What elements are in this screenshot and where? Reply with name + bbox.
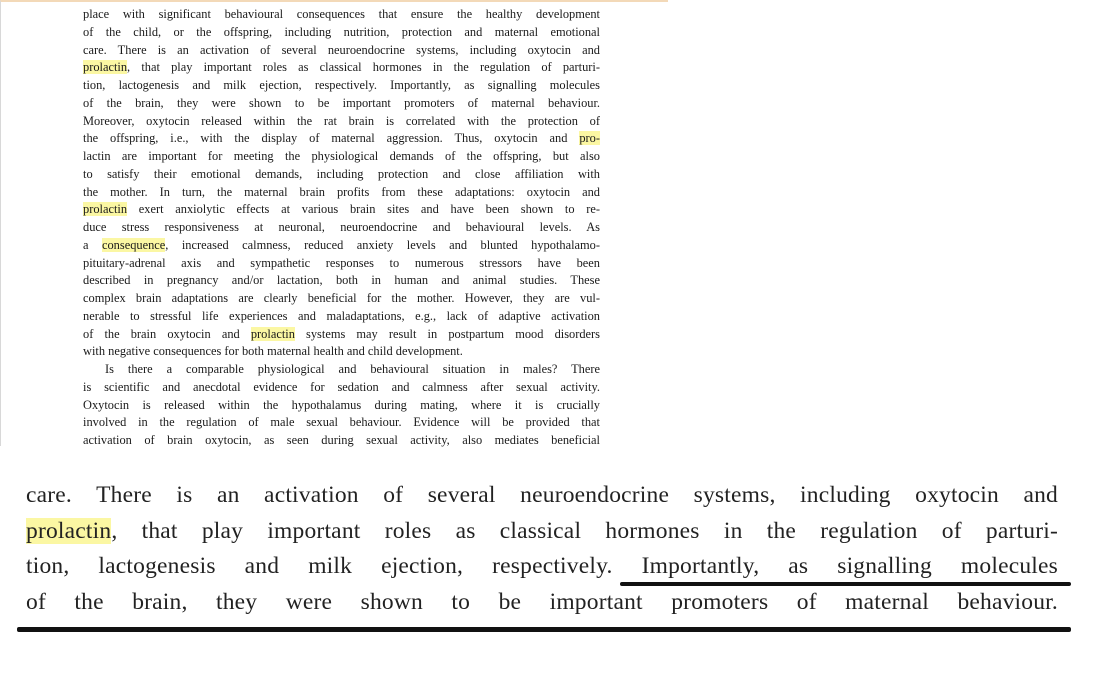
text-run: with negative consequences for both maternal health and child development. — [83, 344, 463, 359]
zoomed-excerpt — [26, 478, 1058, 620]
text-run: care. There is an activation of several neuroendocrine systems, including oxytocin and — [26, 482, 1058, 508]
highlighted-word: prolactin — [250, 326, 295, 341]
text-run: of the child, or the offspring, including nutrition, protection and maternal emotional — [83, 24, 600, 39]
text-line — [83, 59, 600, 77]
highlighted-word: pro- — [579, 131, 600, 146]
text-line — [83, 130, 600, 148]
pen-underline-long — [17, 627, 1071, 632]
pen-underline-short — [620, 582, 1071, 586]
text-run: involved in the regulation of male sexual behaviour. Evidence will be provided that — [83, 415, 600, 430]
text-line — [83, 326, 600, 344]
text-line — [83, 397, 600, 415]
text-line — [83, 255, 600, 273]
text-line — [83, 432, 600, 450]
text-line — [83, 113, 600, 131]
text-run: Oxytocin is released within the hypothalamus during mating, where it is crucially — [83, 397, 600, 412]
text-line — [83, 166, 600, 184]
text-run: of the brain, they were shown to be important promoters of maternal behaviour. — [26, 588, 1058, 615]
highlighted-word: prolactin — [26, 517, 112, 544]
page-text-body — [83, 6, 600, 450]
text-run: tion, lactogenesis and milk ejection, respectively. Importantly, as signalling molecules — [26, 553, 1058, 579]
text-line — [26, 478, 1058, 514]
text-run: lactin are important for meeting the physiological demands of the offspring, but also — [83, 149, 600, 163]
text-run: the mother. In turn, the maternal brain profits from these adaptations: oxytocin and — [83, 184, 600, 199]
text-run: the offspring, i.e., with the display of maternal aggression. Thus, oxytocin and — [83, 131, 580, 146]
text-line — [26, 549, 1058, 585]
text-line — [83, 184, 600, 202]
text-run: , that play important roles as classical hormones in the regulation of parturi- — [127, 60, 600, 75]
text-line — [83, 77, 600, 95]
text-line — [83, 148, 600, 166]
text-run: , that play important roles as classical hormones in the regulation of parturi- — [111, 517, 1058, 544]
text-line — [83, 343, 600, 361]
text-run: care. There is an activation of several neuroendocrine systems, including oxytocin and — [83, 42, 600, 57]
text-run: nerable to stressful life experiences and maladaptations, e.g., lack of adaptive activation — [83, 308, 600, 323]
highlighted-word: prolactin — [83, 60, 128, 75]
text-run: activation of brain oxytocin, as seen during sexual activity, also mediates beneficial — [83, 433, 600, 447]
text-line — [83, 201, 600, 219]
text-line — [83, 414, 600, 432]
text-run: pituitary-adrenal axis and sympathetic responses to numerous stressors have been — [83, 255, 600, 270]
text-line — [83, 308, 600, 326]
text-run: tion, lactogenesis and milk ejection, respectively. Importantly, as signalling molecules — [83, 78, 600, 92]
highlighted-word: consequence — [101, 237, 166, 252]
page-scan — [0, 0, 668, 446]
text-line — [83, 361, 600, 379]
text-run: exert anxiolytic effects at various brain sites and have been shown to re- — [127, 202, 600, 217]
text-run: Moreover, oxytocin released within the rat brain is correlated with the protection of — [83, 113, 600, 128]
text-line — [26, 514, 1058, 550]
text-run: of the brain oxytocin and — [83, 326, 251, 341]
text-run: systems may result in postpartum mood disorders — [294, 326, 600, 341]
text-run: described in pregnancy and/or lactation, both in human and animal studies. These — [83, 273, 600, 288]
text-run: place with significant behavioural consequences that ensure the healthy development — [83, 7, 600, 21]
text-run: a — [83, 237, 102, 252]
text-line — [83, 379, 600, 397]
text-run: Is there a comparable physiological and behavioural situation in males? There — [105, 362, 600, 376]
text-run: is scientific and anecdotal evidence for sedation and calmness after sexual activity. — [83, 379, 600, 394]
text-line — [83, 24, 600, 42]
text-line — [83, 219, 600, 237]
text-run: complex brain adaptations are clearly beneficial for the mother. However, they are vul- — [83, 291, 600, 305]
text-line — [83, 237, 600, 255]
text-run: , increased calmness, reduced anxiety levels and blunted hypothalamo- — [165, 237, 600, 252]
text-line — [83, 6, 600, 24]
text-run: duce stress responsiveness at neuronal, neuroendocrine and behavioural levels. As — [83, 220, 600, 234]
text-run: to satisfy their emotional demands, including protection and close affiliation with — [83, 166, 600, 181]
text-line — [26, 585, 1058, 621]
text-line — [83, 42, 600, 60]
highlighted-word: prolactin — [83, 202, 128, 217]
text-run: of the brain, they were shown to be important promoters of maternal behaviour. — [83, 95, 600, 110]
text-line — [83, 290, 600, 308]
text-line — [83, 272, 600, 290]
text-line — [83, 95, 600, 113]
